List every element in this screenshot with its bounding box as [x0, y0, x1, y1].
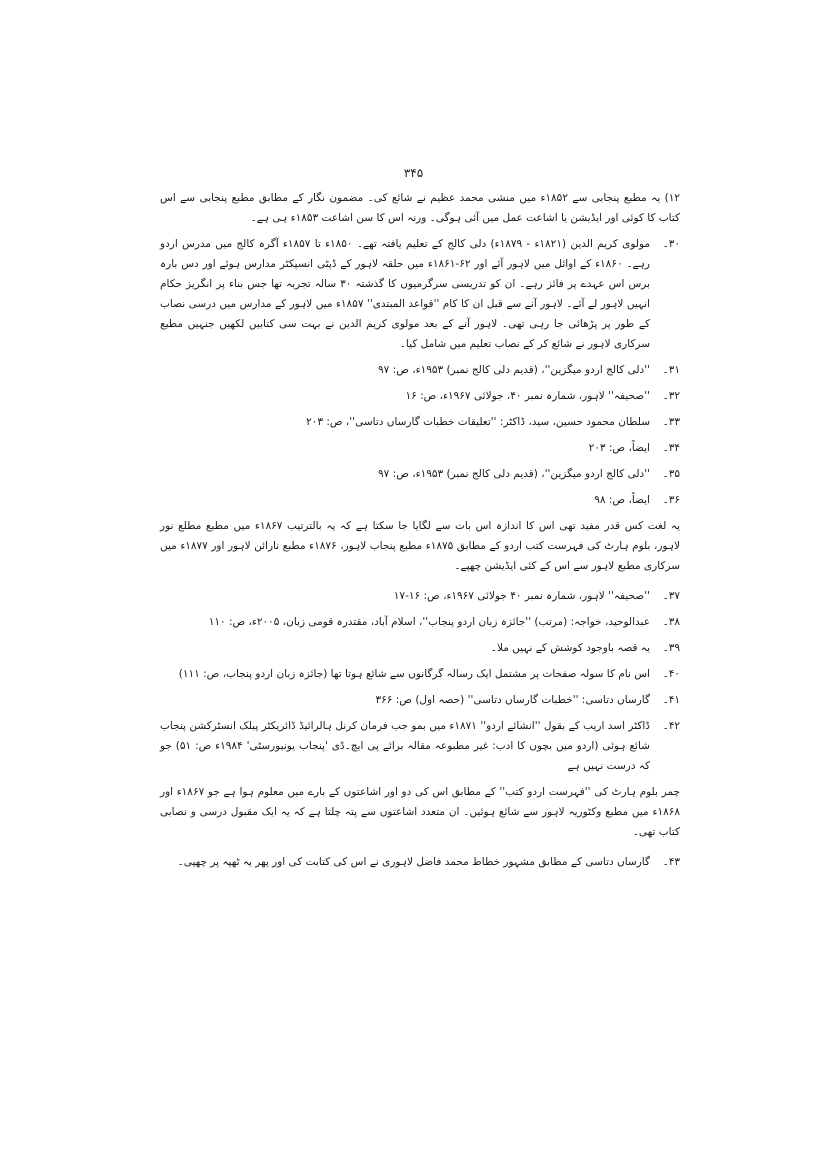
- footnote-text: ایضاً، ص: ۲۰۳: [588, 442, 650, 454]
- footnote-39: [160, 638, 680, 658]
- footnote-32: [160, 386, 680, 406]
- footnote-35: [160, 464, 680, 484]
- footnote-40: [160, 664, 680, 684]
- footnote-42: [160, 716, 680, 776]
- footnote-33: [160, 412, 680, 432]
- footnote-36: [160, 490, 680, 510]
- footnote-30: [160, 234, 680, 354]
- footnote-38: [160, 612, 680, 632]
- footnote-text: گارساں دتاسی کے مطابق مشہور خطاط محمد فاضل لاہوری نے اس کی کتابت کی اور پھر یہ ٹھپہ پر چھپی۔: [177, 856, 650, 868]
- footnote-42-paragraph: چمر بلوم ہارٹ کی ''فہرست اردو کتب'' کے مطابق اس کی دو اور اشاعتوں کے بارے میں معلوم ہوا ہے جو ۱۸۶۷ء اور ۱۸۶۸ء میں مطبع وکٹوریہ لاہور سے شائع ہوئیں۔ ان متعدد اشاعتوں سے پتہ چلتا ہے کہ یہ ایک مقبول درسی و نصابی کتاب تھی۔: [160, 786, 680, 838]
- footnote-number: ۳۴۔: [662, 442, 680, 454]
- footnote-text: سلطان محمود حسین، سید، ڈاکٹر: ''تعلیقات خطبات گارساں دتاسی''، ص: ۲۰۳: [306, 416, 650, 428]
- footnote-text: ''دلی کالج اردو میگزین''، (قدیم دلی کالج نمبر) ۱۹۵۳ء، ص: ۹۷: [378, 468, 650, 480]
- footnote-text: اس نام کا سولہ صفحات پر مشتمل ایک رسالہ گرگانوں سے شائع ہوتا تھا (جائزہ زبان اردو پنجاب، ص: ۱۱۱): [178, 668, 650, 680]
- footnote-text: ڈاکٹر اسد اریب کے بقول ''انشائے اردو'' ۱۸۷۱ء میں بمو جب فرمان کرنل ہالرائیڈ ڈائریکٹر پبلک انسٹرکشن پنجاب شائع ہوئی (اردو میں بچوں کا ادب: غیر مطبوعہ مقالہ برائے پی ایچ۔ڈی 'پنجاب یونیورسٹی' ۱۹۸۴ء ص: ۵۱) جو کہ درست نہیں ہے: [160, 720, 650, 772]
- footnote-text: گارساں دتاسی: ''خطبات گارساں دتاسی'' (حصہ اول) ص: ۳۶۶: [375, 694, 650, 706]
- footnote-number: ۳۳۔: [662, 416, 680, 428]
- footnote-number: ۳۹۔: [662, 642, 680, 654]
- footnote-number: ۴۲۔: [662, 720, 680, 732]
- footnote-number: ۴۳۔: [662, 856, 680, 868]
- footnote-41: [160, 690, 680, 710]
- footnote-31: [160, 360, 680, 380]
- footnote-number: ۳۸۔: [662, 616, 680, 628]
- footnote-text: یہ قصہ باوجود کوشش کے نہیں ملا۔: [490, 642, 650, 654]
- footnote-text: مولوی کریم الدین (۱۸۲۱ء - ۱۸۷۹ء) دلی کالج کے تعلیم یافتہ تھے۔ ۱۸۵۰ء تا ۱۸۵۷ء آگرہ کالج میں مدرس اردو رہے۔ ۱۸۶۰ء کے اوائل میں لاہور آئے اور ۶۲-۱۸۶۱ء میں حلقہ لاہور کے ڈپٹی انسپکٹر مدارس ہوئے اور دس بارہ برس اس عہدے پر فائز رہے۔ ان کو تدریسی سرگرمیوں کا گذشتہ ۳۰ سالہ تجربہ تھا جس بناء پر انگریز حکام انہیں لاہور لے آئے۔ لاہور آنے سے قبل ان کا کام ''قواعد المبتدی'' ۱۸۵۷ء میں لاہور کے مدارس میں درسی نصاب کے طور پر پڑھائی جا رہی تھی۔ لاہور آنے کے بعد مولوی کریم الدین نے بہت سی کتابیں لکھیں جنہیں مطبع سرکاری لاہور نے شائع کر کے نصاب تعلیم میں شامل کیا۔: [160, 238, 651, 350]
- footnote-43: [160, 852, 680, 872]
- footnote-number: ۴۰۔: [662, 668, 680, 680]
- footnote-number: ۳۵۔: [662, 468, 680, 480]
- footnote-text: عبدالوحید، خواجہ: (مرتب) ''جائزہ زبان اردو پنجاب''، اسلام آباد، مقتدرہ قومی زبان، ۲۰۰۵ء، ص: ۱۱۰: [208, 616, 650, 628]
- footnote-text: ایضاً، ص: ۹۸: [594, 494, 650, 506]
- page-number: ۳۴۵: [403, 166, 424, 180]
- footnotes-body: [160, 188, 680, 878]
- footnote-number: ۳۲۔: [662, 390, 680, 402]
- footnote-37: [160, 586, 680, 606]
- footnote-34: [160, 438, 680, 458]
- footnote-number: ۳۰۔: [662, 238, 680, 250]
- footnote-number: ۴۱۔: [662, 694, 680, 706]
- footnote-text: ''دلی کالج اردو میگزین''، (قدیم دلی کالج نمبر) ۱۹۵۳ء، ص: ۹۷: [378, 364, 650, 376]
- footnote-number: ۳۷۔: [662, 590, 680, 602]
- footnote-36-paragraph: یہ لغت کس قدر مفید تھی اس کا اندازہ اس بات سے لگایا جا سکتا ہے کہ یہ بالترتیب ۱۸۶۷ء میں مطبع مطلع نور لاہور، بلوم ہارٹ کی فہرست کتب اردو کے مطابق ۱۸۷۵ء مطبع پنجاب لاہور، ۱۸۷۶ء مطبع نارائن لاہور اور ۱۸۷۷ء میں سرکاری مطبع لاہور سے اس کے کئی ایڈیشن چھپے۔: [160, 520, 681, 572]
- footnote-number: ۳۱۔: [662, 364, 680, 376]
- footnote-text: ''صحیفہ'' لاہور، شمارہ نمبر ۴۰ جولائی ۱۹۶۷ء، ص: ۱۶-۱۷: [393, 590, 650, 602]
- intro-paragraph: ۱۲) یہ مطبع پنجابی سے ۱۸۵۲ء میں منشی محمد عظیم نے شائع کی۔ مضمون نگار کے مطابق مطبع پنجابی سے اس کتاب کا کوئی اور ایڈیشن یا اشاعت عمل میں آئی ہوگی۔ ورنہ اس کا سن اشاعت ۱۸۵۳ء ہی ہے۔: [160, 192, 680, 224]
- footnote-text: ''صحیفہ'' لاہور، شمارہ نمبر ۴۰، جولائی ۱۹۶۷ء، ص: ۱۶: [405, 390, 650, 402]
- footnote-number: ۳۶۔: [662, 494, 680, 506]
